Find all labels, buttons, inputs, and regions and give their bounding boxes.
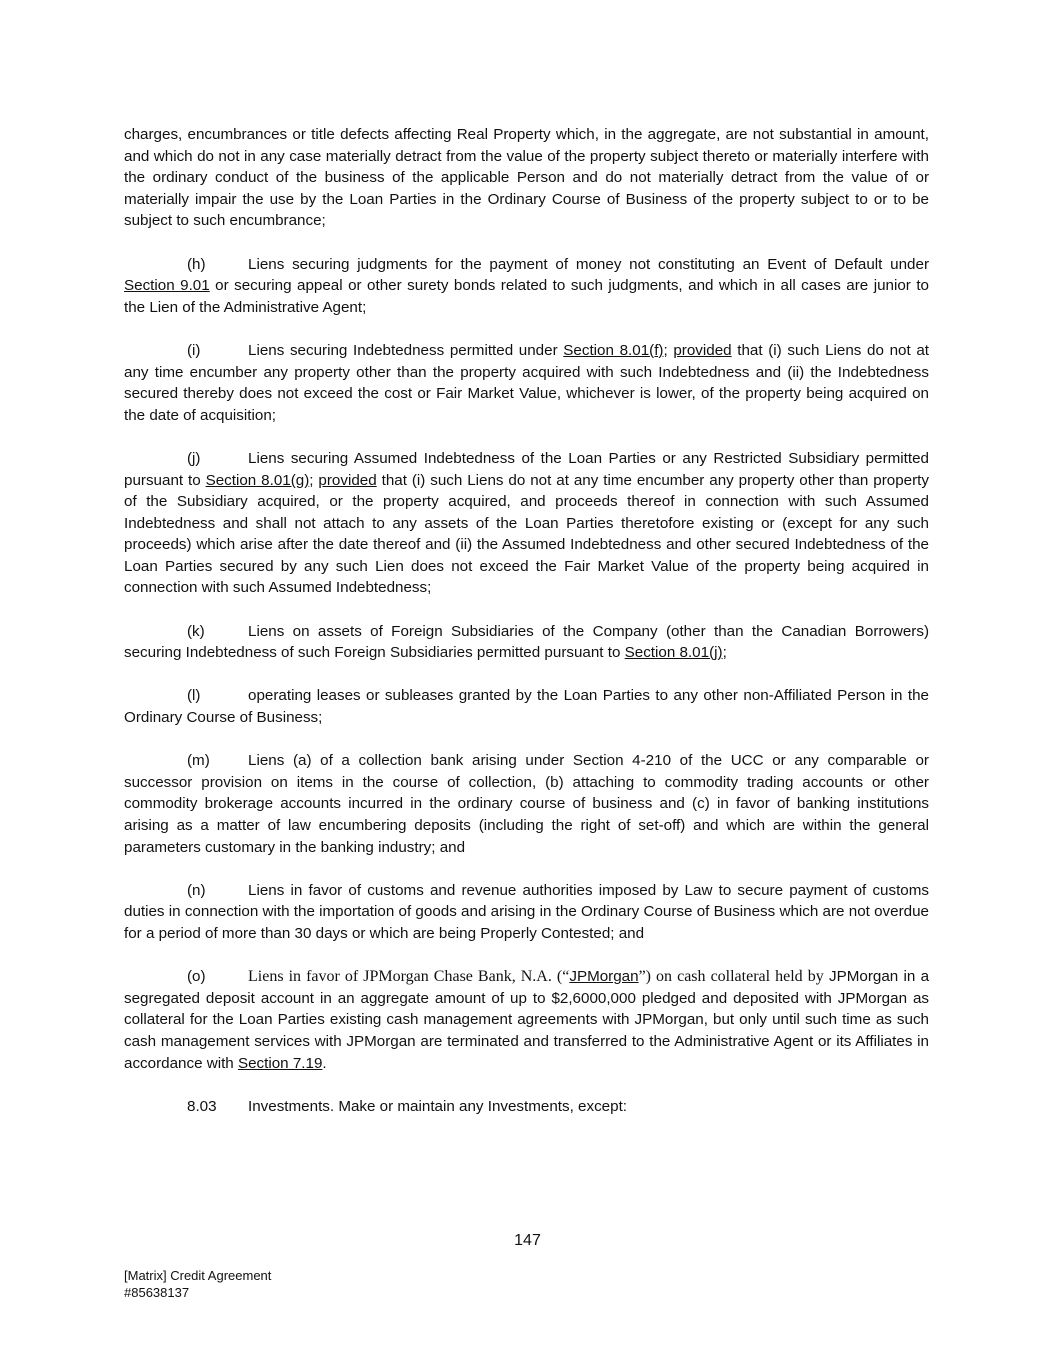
paragraph: [124, 254, 929, 319]
text-segment: Investments. Make or maintain any Investments, except:: [248, 1097, 628, 1115]
text-segment: that (i) such Liens do not at any time encumber any property other than the property acquired with such Indebtedness and (ii) the Indebtedness secured thereby does not exceed the cost or Fair Market Value, whichever is lower, of the property being acquired on the date of acquisition;: [124, 341, 929, 424]
text-segment: charges, encumbrances or title defects affecting Real Property which, in the aggregate, are not substantial in amount, and which do not in any case materially detract from the value of the property subject thereto or materially interfere with the ordinary conduct of the business of the applicable Person and do not materially detract from the value of or materially impair the use by the Loan Parties in the Ordinary Course of Business of the property subject to or to be subject to such encumbrance;: [124, 126, 929, 230]
paragraph: [124, 448, 929, 599]
text-segment: Liens (a) of a collection bank arising under Section 4-210 of the UCC or any comparable or successor provision on items in the course of collection, (b) attaching to commodity trading accounts or other commodity brokerage accounts incurred in the ordinary course of business and (c) in favor of banking institutions arising as a matter of law encumbering deposits (including the right of set-off) and which are within the general parameters customary in the banking industry; and: [124, 752, 929, 856]
clause-label: (n): [187, 881, 206, 899]
text-segment: ”) on cash collateral held by: [638, 968, 824, 986]
text-segment: or securing appeal or other surety bonds related to such judgments, and which in all cases are junior to the Lien of the Administrative Agent;: [124, 277, 929, 316]
cross-reference: Section 7.19: [237, 1054, 323, 1072]
footer-title: [Matrix] Credit Agreement: [124, 1268, 272, 1283]
text-segment: Liens securing judgments for the payment of money not constituting an Event of Default under: [248, 255, 929, 273]
paragraph: [124, 966, 929, 1074]
cross-reference: Section 8.01(f): [563, 341, 664, 359]
paragraph: [124, 621, 929, 664]
text-segment: Liens in favor of customs and revenue authorities imposed by Law to secure payment of customs duties in connection with the importation of goods and arising in the Ordinary Course of Business which are not overdue for a period of more than 30 days or which are being Properly Contested; and: [124, 881, 929, 942]
paragraph: [124, 880, 929, 945]
cross-reference: provided: [318, 471, 377, 489]
paragraph: [124, 685, 929, 728]
clause-label: (l): [187, 687, 201, 705]
page-number: 147: [514, 1232, 541, 1249]
text-segment: that (i) such Liens do not at any time encumber any property other than property of the Subsidiary acquired, or the property acquired, and proceeds thereof in connection with such Assumed Indebtedness and shall not attach to any assets of the Loan Parties theretofore existing or (except for any such proceeds) which arise after the date thereof and (ii) the Assumed Indebtedness and other secured Indebtedness of the Loan Parties secured by any such Lien does not exceed the Fair Market Value of the property being acquired in connection with such Assumed Indebtedness;: [124, 471, 929, 597]
text-segment: .: [322, 1054, 327, 1072]
paragraph: [124, 340, 929, 426]
paragraph: [124, 124, 929, 232]
document-body: [124, 124, 929, 1139]
clause-label: (i): [187, 341, 201, 359]
text-segment: operating leases or subleases granted by the Loan Parties to any other non-Affiliated Person in the Ordinary Course of Business;: [124, 687, 929, 727]
text-segment: JPMorgan in a segregated deposit account in an aggregate amount of up to $2,6000,000 pledged and deposited with JPMorgan as collateral for the Loan Parties existing cash management agreements with JPMorgan, but only until such time as such cash management services with JPMorgan are terminated and transferred to the Administrative Agent or its Affiliates in accordance with: [124, 968, 930, 1072]
cross-reference: JPMorgan: [569, 968, 639, 986]
clause-label: (h): [187, 255, 206, 273]
cross-reference: Section 8.01(g): [205, 471, 310, 489]
paragraph: [124, 750, 929, 858]
text-segment: ;: [722, 644, 727, 662]
clause-label: (j): [187, 449, 201, 467]
footer: [124, 1267, 271, 1301]
footer-doc-id: #85638137: [124, 1285, 190, 1300]
clause-label: (m): [187, 752, 210, 770]
cross-reference: Section 9.01: [124, 277, 210, 295]
paragraph: [124, 1096, 929, 1118]
cross-reference: Section 8.01(j): [624, 644, 723, 662]
text-segment: Liens securing Assumed Indebtedness of the Loan Parties or any Restricted Subsidiary permitted pursuant to: [124, 449, 929, 489]
text-segment: ;: [663, 341, 674, 359]
text-segment: Liens in favor of JPMorgan Chase Bank, N.A. (“: [248, 968, 570, 986]
text-segment: Liens securing Indebtedness permitted under: [248, 341, 564, 359]
text-segment: ;: [309, 471, 319, 489]
text-segment: Liens on assets of Foreign Subsidiaries of the Company (other than the Canadian Borrowers) securing Indebtedness of such Foreign Subsidiaries permitted pursuant to: [124, 622, 929, 662]
clause-label: (k): [187, 622, 205, 640]
clause-label: (o): [187, 968, 206, 986]
clause-label: 8.03: [187, 1097, 217, 1115]
cross-reference: provided: [673, 341, 732, 359]
